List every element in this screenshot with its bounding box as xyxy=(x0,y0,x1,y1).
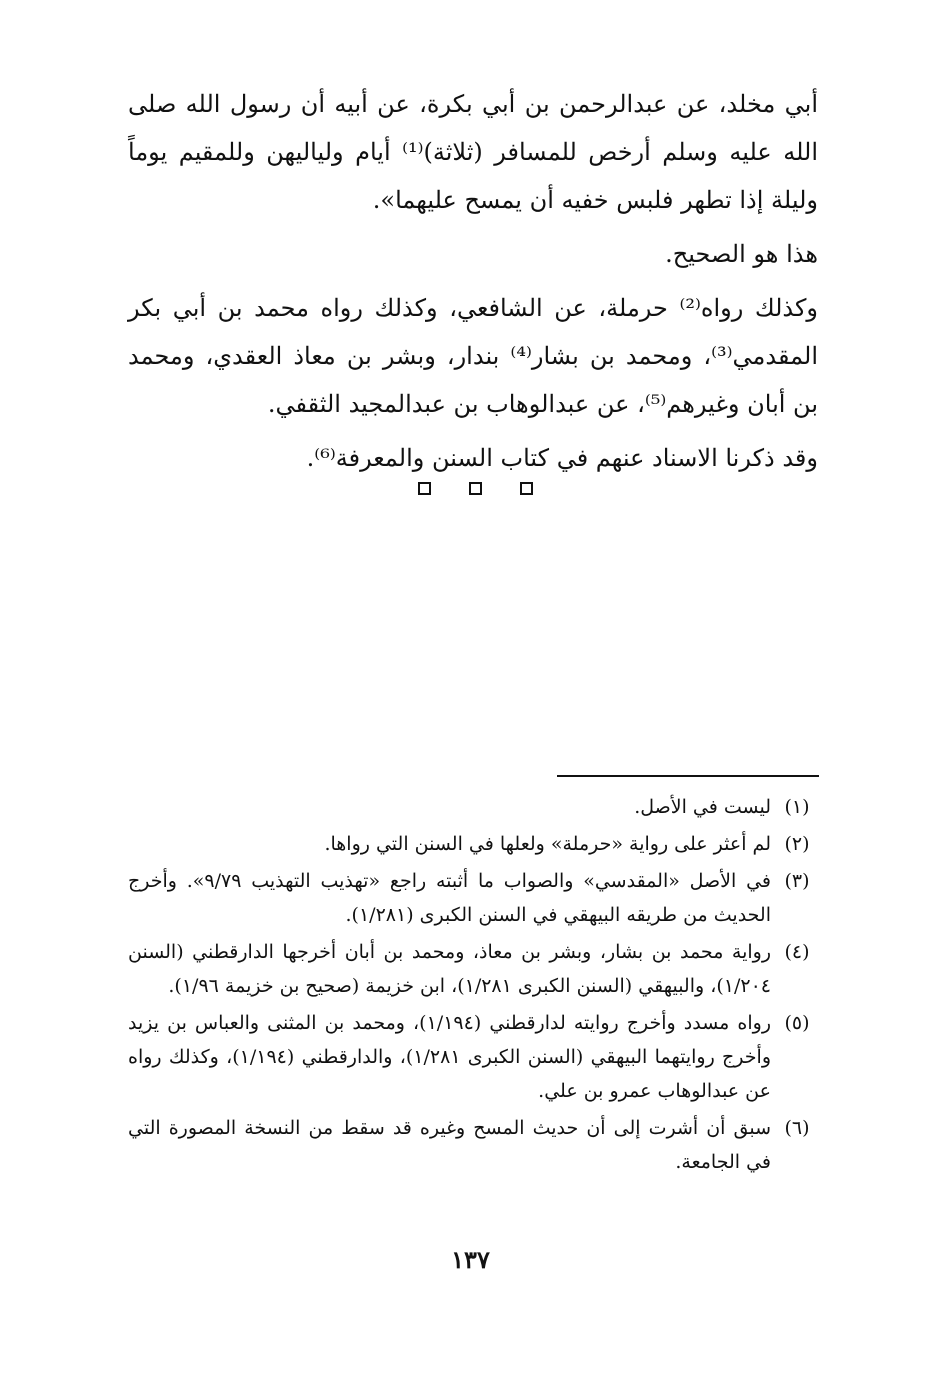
footnote-text: في الأصل «المقدسي» والصواب ما أثبته راجع «تهذيب التهذيب ٩/٧٩». وأخرج الحديث من طريقه البيهقي في السنن الكبرى (١/٢٨١). xyxy=(128,870,771,926)
footnote xyxy=(128,790,823,824)
main-text xyxy=(128,80,818,482)
footnote-number: (٥) xyxy=(784,1012,810,1034)
page-number: ١٣٧ xyxy=(451,1245,490,1274)
footnote-separator xyxy=(557,775,819,777)
footnote-number: (١) xyxy=(784,796,810,818)
footnote-text: ليست في الأصل. xyxy=(634,796,771,818)
paragraph-3: وكذلك رواه⁽²⁾ حرملة، عن الشافعي، وكذلك رواه محمد بن أبي بكر المقدمي⁽³⁾، ومحمد بن بشار⁽⁴⁾ بندار، وبشر بن معاذ العقدي، ومحمد بن أبان وغيرهم⁽⁵⁾، عن عبدالوهاب بن عبدالمجيد الثقفي. xyxy=(128,294,819,418)
paragraph-4: وقد ذكرنا الاسناد عنهم في كتاب السنن والمعرفة⁽⁶⁾. xyxy=(306,444,818,472)
hollow-square-icon xyxy=(520,482,533,495)
paragraph-1: أبي مخلد، عن عبدالرحمن بن أبي بكرة، عن أبيه أن رسول الله صلى الله عليه وسلم أرخص للمسافر (ثلاثة)⁽¹⁾ أيام ولياليهن وللمقيم يوماً وليلة إذا تطهر فلبس خفيه أن يمسح عليهما». xyxy=(128,90,818,214)
hollow-square-icon xyxy=(418,482,431,495)
footnote xyxy=(128,935,823,1003)
footnote-text: لم أعثر على رواية «حرملة» ولعلها في السنن التي رواها. xyxy=(324,833,771,855)
footnote-text: سبق أن أشرت إلى أن حديث المسح وغيره قد سقط من النسخة المصورة التي في الجامعة. xyxy=(128,1117,771,1173)
footnote-text: رواية محمد بن بشار، وبشر بن معاذ، ومحمد بن أبان أخرجها الدارقطني (السنن ١/٢٠٤)، والبيهقي (السنن الكبرى ١/٢٨١)، ابن خزيمة (صحيح بن خزيمة ١/٩٦). xyxy=(128,941,771,997)
paragraph-2: هذا هو الصحيح. xyxy=(665,240,818,268)
footnote-text: رواه مسدد وأخرج روايته لدارقطني (١/١٩٤)، ومحمد بن المثنى والعباس بن يزيد وأخرج روايتهما البيهقي (السنن الكبرى ١/٢٨١)، والدارقطني (١/١٩٤)، وكذلك رواه عن عبدالوهاب عمرو بن علي. xyxy=(128,1012,772,1102)
footnote-number: (٢) xyxy=(784,833,810,855)
hollow-square-icon xyxy=(469,482,482,495)
section-end-ornament xyxy=(418,482,533,495)
footnote-number: (٣) xyxy=(784,870,810,892)
footnotes xyxy=(128,790,823,1182)
footnote xyxy=(128,827,823,861)
footnote xyxy=(128,864,823,932)
footnote-number: (٤) xyxy=(784,941,810,963)
footnote xyxy=(128,1111,823,1179)
footnote-number: (٦) xyxy=(784,1117,810,1139)
footnote xyxy=(128,1006,823,1108)
